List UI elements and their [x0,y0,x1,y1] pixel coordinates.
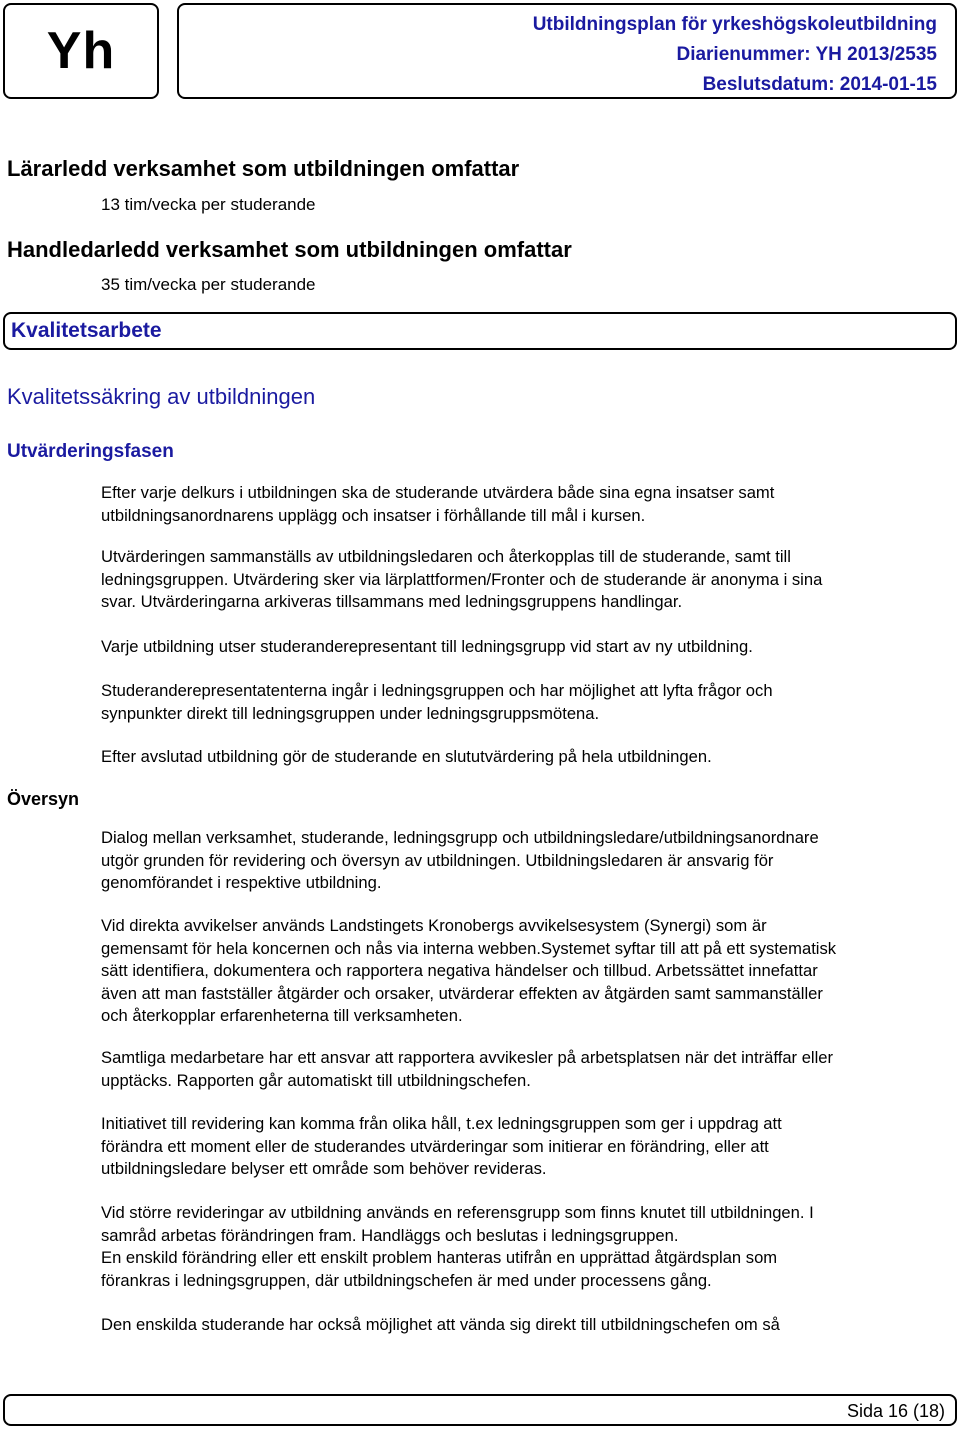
utvarderingsfasen-label: Utvärderingsfasen [7,441,174,462]
utvardering-paragraph [101,746,959,769]
text-line: svar. Utvärderingarna arkiveras tillsammans med ledningsgruppens handlingar. [101,592,683,611]
text-line: förankras i ledningsgruppen, där utbildningschefen är med under processens gång. [101,1270,712,1290]
text-line: gemensamt för hela koncernen och nås via interna webben.Systemet syftar till att på ett systematisk [101,938,837,958]
oversyn-paragraph [101,1202,959,1292]
text-line: utbildningsanordnarens upplägg och insatser i förhållande till mål i kursen. [101,505,646,525]
larar-heading: Lärarledd verksamhet som utbildningen omfattar [7,156,520,181]
text-line: Efter avslutad utbildning gör de studerande en slututvärdering på hela utbildningen. [101,747,712,766]
text-line: Studeranderepresentatenterna ingår i ledningsgruppen och har möjlighet att lyfta frågor och [101,681,773,700]
text-line: samråd arbetas förändringen fram. Handläggs och beslutas i ledningsgruppen. [101,1225,679,1245]
utvardering-paragraph [101,482,959,527]
oversyn-paragraph [101,1047,959,1092]
oversyn-paragraph [101,1113,959,1181]
oversyn-label: Översyn [7,789,80,809]
text-line: även att man fastställer åtgärder och orsaker, utvärderar effekten av åtgärden samt sammanställer [101,983,823,1003]
oversyn-paragraph [101,1314,959,1337]
text-line: utgör grunden för revidering och översyn av utbildningen. Utbildningsledaren är ansvarig för [101,850,774,870]
document-title: Utbildningsplan för yrkeshögskoleutbildning [532,14,937,35]
diarienummer: Diarienummer: YH 2013/2535 [676,44,937,65]
text-line: ledningsgruppen. Utvärdering sker via lärplattformen/Fronter och de studerande är anonyma i sina [101,569,823,589]
text-line: Dialog mellan verksamhet, studerande, ledningsgrupp och utbildningsledare/utbildningsanordnare [101,828,819,847]
kvalitetsarbete-title: Kvalitetsarbete [11,319,162,342]
text-line: synpunkter direkt till ledningsgruppen under ledningsgruppsmötena. [101,703,600,723]
oversyn-paragraph [101,827,959,895]
text-line: sätt identifiera, dokumentera och rapportera negativa händelser och tillbud. Arbetssättet innefattar [101,961,818,980]
text-line: utbildningsledare belyser ett område som behöver revideras. [101,1159,547,1178]
yh-logo: Yh [46,22,116,80]
beslutsdatum: Beslutsdatum: 2014-01-15 [702,74,937,95]
kvalitetsarbete-section [3,312,957,350]
handledar-value: 35 tim/vecka per studerande [101,275,316,294]
text-line: Samtliga medarbetare har ett ansvar att rapportera avvikesler på arbetsplatsen när det inträffar eller [101,1048,834,1067]
text-line: Initiativet till revidering kan komma från olika håll, t.ex ledningsgruppen som ger i uppdrag att [101,1114,782,1133]
handledar-heading: Handledarledd verksamhet som utbildningen omfattar [7,237,572,262]
text-line: Utvärderingen sammanställs av utbildningsledaren och återkopplas till de studerande, samt till [101,547,791,566]
utvardering-paragraph [101,680,959,725]
text-line: Vid direkta avvikelser används Landstingets Kronobergs avvikelsesystem (Synergi) som är [101,916,767,935]
page-number: Sida 16 (18) [846,1401,945,1421]
utvardering-paragraph [101,546,959,614]
kvalitetssakring-heading: Kvalitetssäkring av utbildningen [7,384,316,409]
text-line: Efter varje delkurs i utbildningen ska de studerande utvärdera både sina egna insatser samt [101,483,775,502]
oversyn-paragraph [101,915,959,1028]
text-line: En enskild förändring eller ett enskilt problem hanteras utifrån en upprättad åtgärdsplan som [101,1248,778,1267]
logo-box [3,3,159,99]
text-line: Varje utbildning utser studeranderepresentant till ledningsgrupp vid start av ny utbildning. [101,637,753,656]
text-line: genomförandet i respektive utbildning. [101,873,382,892]
text-line: Den enskilda studerande har också möjlighet att vända sig direkt till utbildningschefen om så [101,1315,780,1334]
document-header [177,3,957,99]
page-footer [3,1394,957,1426]
text-line: och återkopplar erfarenheterna till verksamheten. [101,1006,463,1025]
text-line: förändra ett moment eller de studerandes utvärderingar som initierar en förändring, eller att [101,1136,769,1156]
text-line: upptäcks. Rapporten går automatiskt till utbildningschefen. [101,1070,531,1090]
utvardering-paragraph [101,636,959,659]
text-line: Vid större revideringar av utbildning används en referensgrupp som finns knutet till utbildningen. I [101,1203,814,1222]
larar-value: 13 tim/vecka per studerande [101,195,316,214]
